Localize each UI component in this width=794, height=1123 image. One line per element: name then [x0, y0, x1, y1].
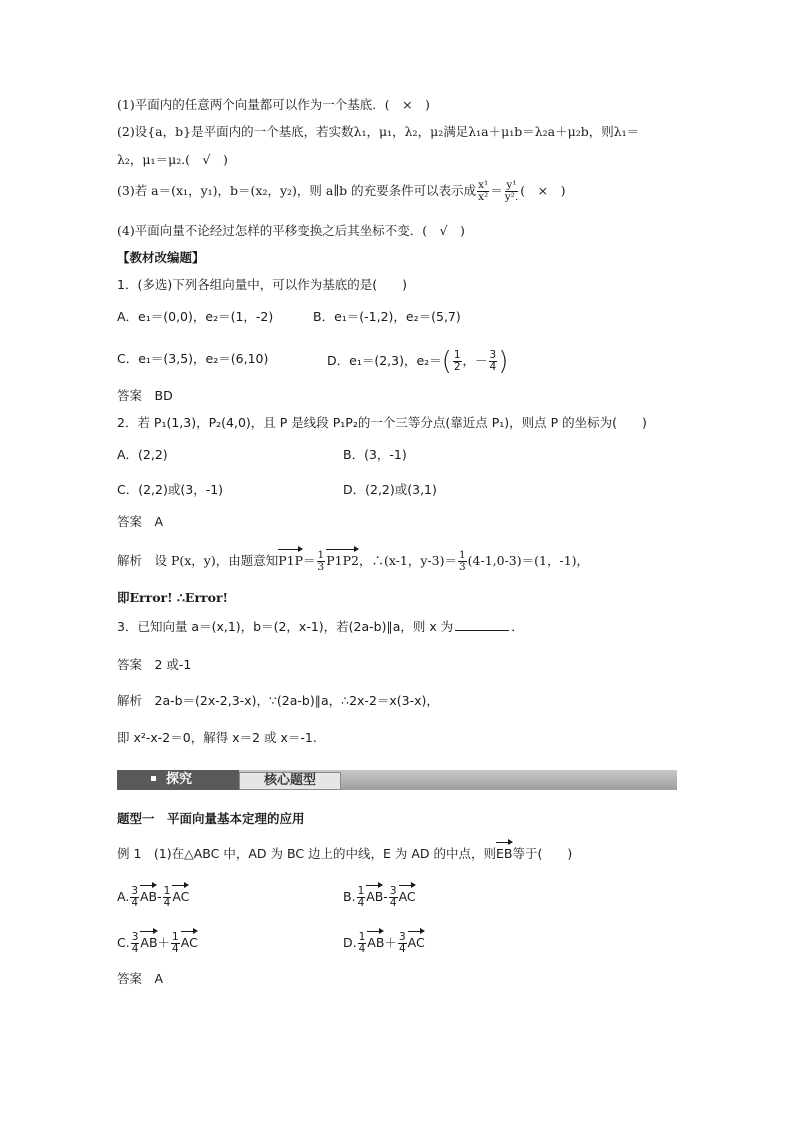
fraction: $\frac{1}{3}$	[458, 549, 466, 573]
fraction: $\frac{3}{4}$	[131, 885, 138, 909]
judge-q4: (4)平面向量不论经过怎样的平移变换之后其坐标不变．( √ )	[117, 223, 465, 238]
fraction: $\frac{1}{4}$	[163, 885, 171, 909]
section-banner	[117, 770, 677, 790]
example-1-option-d: D. $\frac{1}{4}$ AB＋ $\frac{3}{4}$ AC	[343, 931, 425, 955]
vector-p1p: P1P	[278, 553, 304, 568]
fraction: $\frac{1}{4}$	[358, 931, 366, 955]
problem-2-option-c: C．(2,2)或(3，-1)	[117, 482, 224, 497]
problem-1-answer: 答案 BD	[117, 388, 173, 403]
judge-q3: (3)若 a＝(x₁，y₁)，b＝(x₂，y₂)，则 a∥b 的充要条件可以表示成 $\frac{\text{x¹}}{\text{x²}}$ ＝ $\frac{\text{y¹}}{\text{y².}}$ ( × )	[117, 179, 566, 203]
problem-2-stem: 2．若 P₁(1,3)，P₂(4,0)，且 P 是线段 P₁P₂的一个三等分点(靠近点 P₁)，则点 P 的坐标为( )	[117, 415, 647, 430]
vector-eb: EB	[496, 846, 513, 861]
banner-light-tab: 核心题型	[239, 772, 341, 790]
problem-3-answer: 答案 2 或-1	[117, 657, 192, 672]
fraction: $\frac{1}{2}$	[453, 349, 461, 373]
example-1-option-c: C. $\frac{3}{4}$ AB＋ $\frac{1}{4}$ AC	[117, 931, 198, 955]
fraction: $\frac{\text{y¹}}{\text{y².}}$	[504, 179, 519, 203]
problem-3-solution: 解析 2a-b＝(2x-2,3-x)，∵(2a-b)∥a，∴2x-2＝x(3-x)，	[117, 693, 439, 708]
banner-dark-tab: 探究	[117, 770, 239, 790]
example-1-stem: 例 1 (1)在△ABC 中，AD 为 BC 边上的中线，E 为 AD 的中点，则EB等于( )	[117, 846, 573, 861]
fraction: $\frac{1}{4}$	[172, 931, 179, 955]
fraction: $\frac{1}{4}$	[357, 885, 365, 909]
fraction: $\frac{\text{x¹}}{\text{x²}}$	[478, 179, 489, 203]
judge-q2-line1: (2)设{a，b}是平面内的一个基底，若实数λ₁，μ₁，λ₂，μ₂满足λ₁a＋μ₁b＝λ₂a＋μ₂b，则λ₁＝	[117, 124, 640, 139]
example-1-answer: 答案 A	[117, 971, 164, 986]
problem-1-option-b: B．e₁＝(-1,2)，e₂＝(5,7)	[313, 309, 461, 324]
judge-q3-text: (3)若 a＝(x₁，y₁)，b＝(x₂，y₂)，则 a∥b 的充要条件可以表示成	[117, 183, 477, 198]
fraction: $\frac{1}{3}$	[317, 549, 325, 573]
problem-2-solution-line2: 即Error! ∴Error!	[117, 590, 229, 605]
square-bullet-icon	[151, 776, 156, 781]
problem-1-option-d: D．e₁＝(2,3)，e₂＝( $\frac{1}{2}$ ，－ $\frac{3}{4}$ )	[327, 346, 509, 377]
problem-2-answer: 答案 A	[117, 514, 164, 529]
textbook-title: 【教材改编题】	[117, 250, 205, 265]
answer-blank	[455, 618, 509, 631]
problem-1-option-a: A．e₁＝(0,0)，e₂＝(1，-2)	[117, 309, 274, 324]
judge-q2-line2: λ₂，μ₁＝μ₂.( √ )	[117, 152, 228, 167]
problem-3-stem: 3．已知向量 a＝(x,1)，b＝(2，x-1)，若(2a-b)∥a，则 x 为 ．	[117, 619, 524, 634]
example-1-option-a: A. $\frac{3}{4}$ AB- $\frac{1}{4}$ AC	[117, 885, 190, 909]
problem-1-option-c: C．e₁＝(3,5)，e₂＝(6,10)	[117, 351, 269, 366]
problem-1-stem: 1．(多选)下列各组向量中，可以作为基底的是( )	[117, 277, 407, 292]
fraction: $\frac{3}{4}$	[489, 349, 497, 373]
problem-2-solution: 解析 设 P(x，y)，由题意知P1P＝ $\frac{1}{3}$ P1P2，∴(x-1，y-3)＝ $\frac{1}{3}$ (4-1,0-3)＝(1，-1)，	[117, 549, 590, 573]
problem-3-solution-line2: 即 x²-x-2＝0，解得 x＝2 或 x＝-1.	[117, 730, 317, 745]
fraction: $\frac{3}{4}$	[398, 931, 406, 955]
judge-q1: (1)平面内的任意两个向量都可以作为一个基底．( × )	[117, 97, 430, 112]
problem-2-option-d: D．(2,2)或(3,1)	[343, 482, 437, 497]
type-1-title: 题型一 平面向量基本定理的应用	[117, 811, 305, 826]
example-1-option-b: B. $\frac{1}{4}$ AB- $\frac{3}{4}$ AC	[343, 885, 416, 909]
problem-2-option-b: B．(3，-1)	[343, 447, 407, 462]
vector-p1p2: P1P2	[326, 553, 359, 568]
fraction: $\frac{3}{4}$	[389, 885, 397, 909]
fraction: $\frac{3}{4}$	[131, 931, 139, 955]
problem-2-option-a: A．(2,2)	[117, 447, 168, 462]
